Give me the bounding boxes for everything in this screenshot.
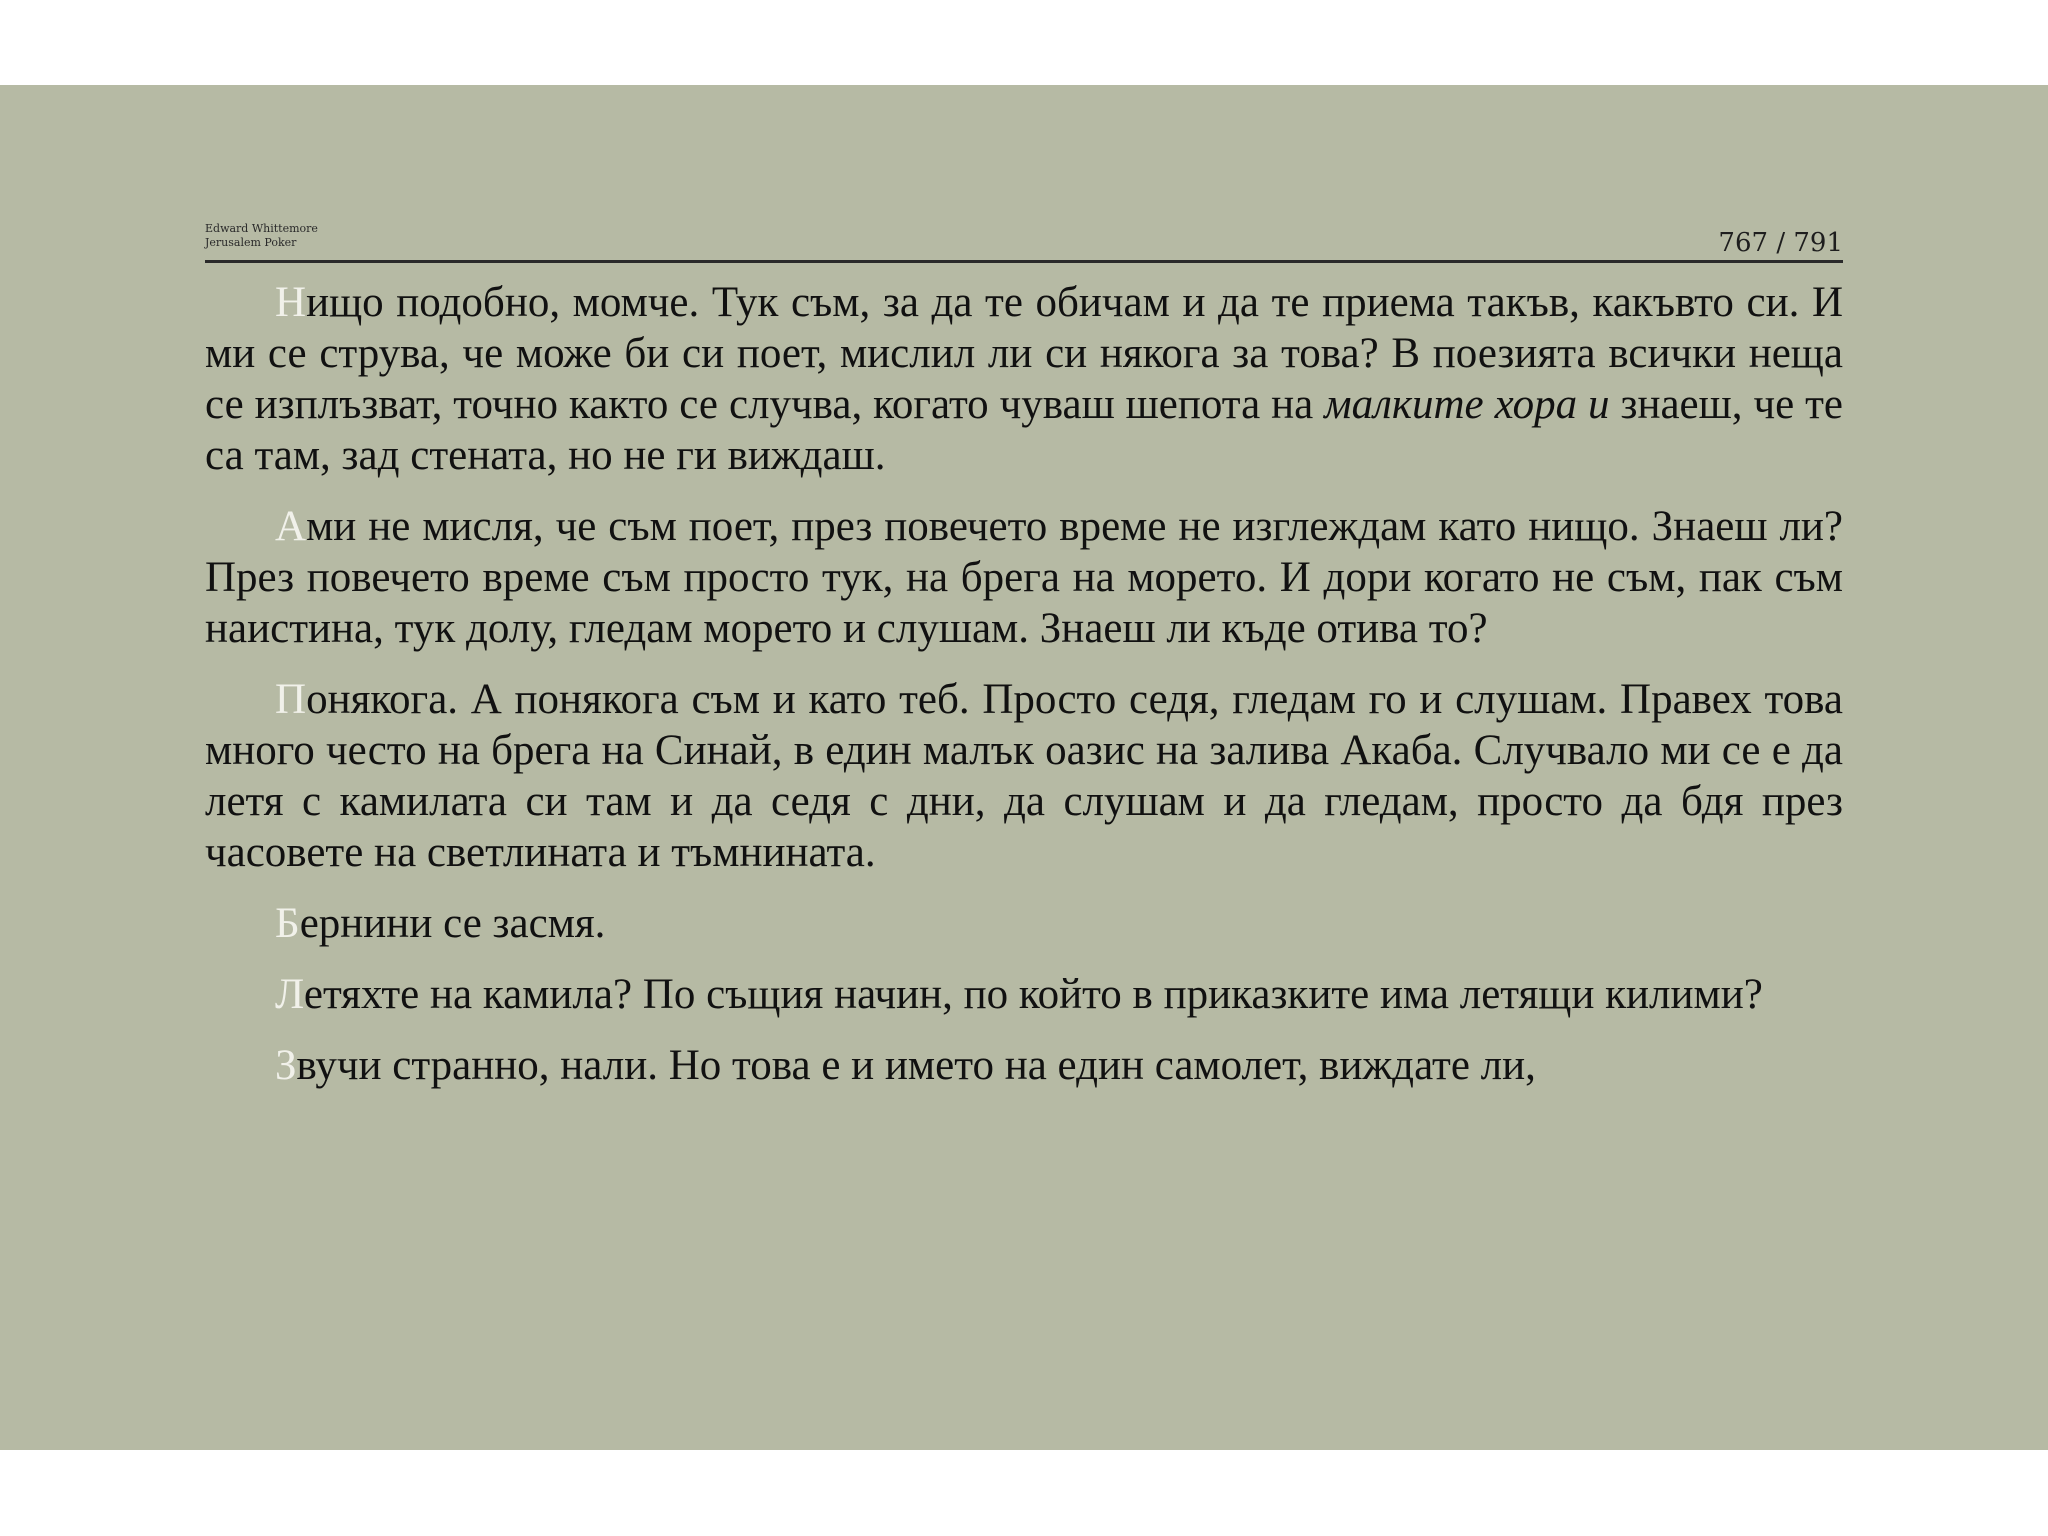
drop-initial: З (275, 1042, 297, 1089)
paragraph-text: ернини се засмя. (299, 900, 606, 947)
paragraph-text: ми не мисля, че съм поет, през повечето време не изглеждам като нищо. Знаеш ли? През повечето време съм просто тук, на брега на морето. И дори когато не съм, пак съм наистина, тук долу, гледам морето и слушам. Знаеш ли къде отива то? (205, 503, 1843, 652)
paragraph (205, 898, 1843, 949)
italic-text: малките хора и (1324, 381, 1610, 428)
paragraph (205, 1040, 1843, 1091)
page-separator: / (1776, 228, 1786, 258)
drop-initial: Н (275, 279, 307, 326)
drop-initial: Л (275, 971, 304, 1018)
drop-initial: П (275, 676, 307, 723)
page-counter (1718, 228, 1843, 258)
paragraph (205, 501, 1843, 654)
book-page (205, 220, 1843, 1111)
drop-initial: Б (275, 900, 300, 947)
book-meta (205, 222, 318, 250)
reader-viewport[interactable] (0, 85, 2048, 1450)
paragraph-text: вучи странно, нали. Но това е и името на един самолет, виждате ли, (296, 1042, 1536, 1089)
paragraph-text: етяхте на камила? По същия начин, по който в приказките има летящи килими? (303, 971, 1763, 1018)
book-title: Jerusalem Poker (205, 236, 297, 249)
paragraph (205, 969, 1843, 1020)
paragraph (205, 277, 1843, 481)
paragraph-text: ищо подобно, момче. Тук съм, за да те обичам и да те приема такъв, какъвто си. И ми се струва, че може би си поет, мислил ли си някога за това? В поезията всички неща се изплъзват, точно както се случва, когато чуваш шепота на (205, 279, 1843, 428)
page-current: 767 (1718, 228, 1769, 258)
author-name: Edward Whittemore (205, 222, 318, 235)
chapter-text (205, 277, 1843, 1091)
paragraph-text-end: знаеш, че те са там, зад стената, но не ги виждаш. (205, 381, 1843, 479)
running-header (205, 220, 1843, 263)
paragraph-text: онякога. А понякога съм и като теб. Просто седя, гледам го и слушам. Правех това много често на брега на Синай, в един малък оазис на залива Акаба. Случвало ми се е да летя с камилата си там и да седя с дни, да слушам и да гледам, просто да бдя през часовете на светлината и тъмнината. (205, 676, 1843, 876)
paragraph (205, 674, 1843, 878)
drop-initial: А (275, 503, 307, 550)
page-total: 791 (1793, 228, 1843, 258)
